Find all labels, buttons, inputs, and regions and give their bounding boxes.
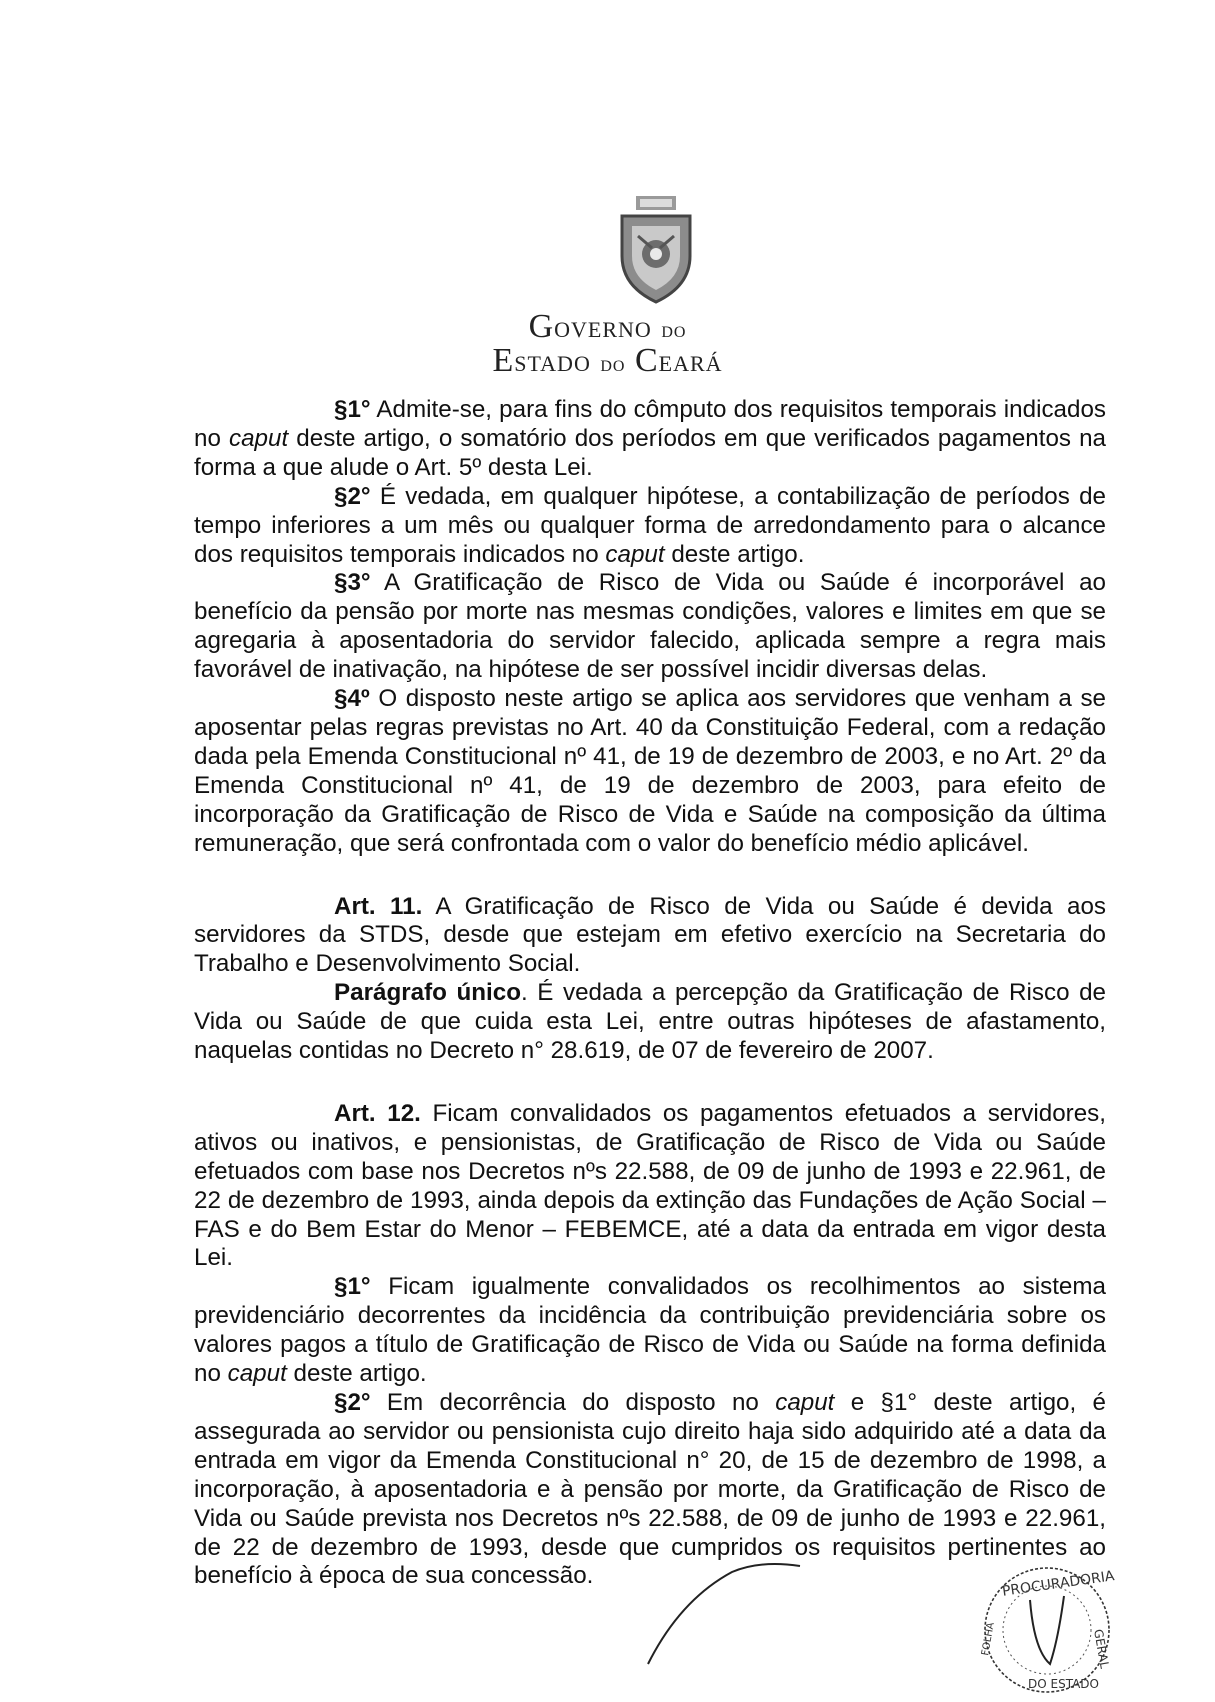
paragraph-art10-p3: §3° A Gratificação de Risco de Vida ou Saúde é incorporável ao benefício da pensão por morte nas mesmas condições, valores e limites em que se agregaria à aposentadoria do servidor falecido, aplicada sempre a regra mais favorável de inativação, na hipótese de ser possível incidir diversas delas. <box>194 569 1106 684</box>
government-title-line2: ESTADO DO CEARÁ <box>492 342 723 379</box>
procuradoria-geral-stamp-icon <box>972 1560 1122 1700</box>
paragraph-art10-p4: §4º O disposto neste artigo se aplica aos servidores que venham a se aposentar pelas regras previstas no Art. 40 da Constituição Federal, com a redação dada pela Emenda Constitucional nº 41, de 19 de dezembro de 2003, e no Art. 2º da Emenda Constitucional nº 41, de 19 de dezembro de 2003, para efeito de incorporação da Gratificação de Risco de Vida e Saúde na composição da última remuneração, que será confrontada com o valor do benefício médio aplicável. <box>194 685 1106 857</box>
paragraph-art12-p2: §2° Em decorrência do disposto no caput e §1° deste artigo, é assegurada ao servidor ou pensionista cujo direito haja sido adquirido até a data da entrada em vigor da Emenda Constitucional n° 20, de 15 de dezembro de 1998, a incorporação, à aposentadoria e à pensão por morte, da Gratificação de Risco de Vida ou Saúde prevista nos Decretos nºs 22.588, de 09 de junho de 1993 e 22.961, de 22 de dezembro de 1993, desde que cumpridos os requisitos pertinentes ao benefício à época de sua concessão. <box>194 1389 1106 1590</box>
svg-text:FOLHA: FOLHA <box>980 1621 997 1657</box>
paragraph-art10-p2: §2° É vedada, em qualquer hipótese, a contabilização de períodos de tempo inferiores a um mês ou qualquer forma de arredondamento para o alcance dos requisitos temporais indicados no caput deste artigo. <box>194 482 1106 568</box>
svg-text:PROCURADORIA: PROCURADORIA <box>1001 1568 1116 1600</box>
article-12: Art. 12. Ficam convalidados os pagamentos efetuados a servidores, ativos ou inativos, e pensionistas, de Gratificação de Risco de Vida ou Saúde efetuados com base nos Decretos nºs 22.588, de 09 de junho de 1993 e 22.961, de 22 de dezembro de 1993, ainda depois da extinção das Fundações de Ação Social – FAS e do Bem Estar do Menor – FEBEMCE, até a data da entrada em vigor desta Lei. <box>194 1099 1106 1272</box>
paragraph-art10-p1: §1° Admite-se, para fins do cômputo dos requisitos temporais indicados no caput deste artigo, o somatório dos períodos em que verificados pagamentos na forma a que alude o Art. 5º desta Lei. <box>194 396 1107 481</box>
article-11-sole-paragraph: Parágrafo único. É vedada a percepção da Gratificação de Risco de Vida ou Saúde de que cuida esta Lei, entre outras hipóteses de afastamento, naquelas contidas no Decreto n° 28.619, de 07 de fevereiro de 2007. <box>194 979 1106 1065</box>
svg-text:DO ESTADO: DO ESTADO <box>1028 1677 1099 1691</box>
state-coat-of-arms-icon <box>612 194 700 306</box>
svg-text:GERAL: GERAL <box>1091 1628 1112 1670</box>
article-11: Art. 11. A Gratificação de Risco de Vida ou Saúde é devida aos servidores da STDS, desde que estejam em efetivo exercício na Secretaria do Trabalho e Desenvolvimento Social. <box>194 892 1106 978</box>
handwritten-signature-icon <box>640 1560 840 1670</box>
paragraph-art12-p1: §1° Ficam igualmente convalidados os recolhimentos ao sistema previdenciário decorrentes da incidência da contribuição previdenciária sobre os valores pagos a título de Gratificação de Risco de Vida ou Saúde na forma definida no caput deste artigo. <box>194 1273 1106 1388</box>
government-title-line1: GOVERNO DO <box>528 308 687 345</box>
document-body <box>194 396 1106 1591</box>
